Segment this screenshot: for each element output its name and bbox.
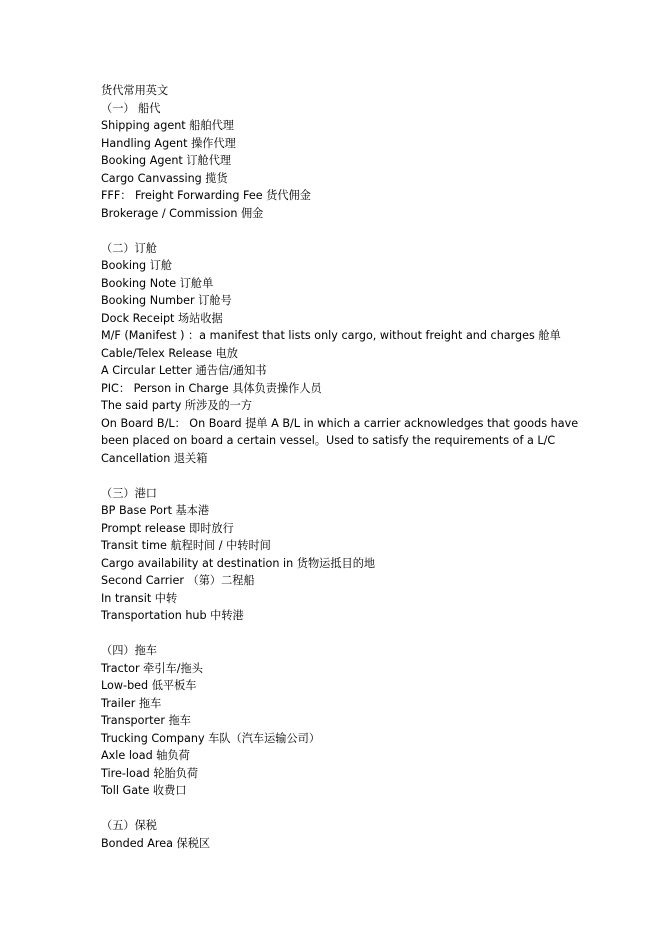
term-entry: Trucking Company 车队（汽车运输公司） bbox=[101, 731, 321, 745]
term-entry: BP Base Port 基本港 bbox=[101, 504, 210, 517]
document-page bbox=[101, 82, 601, 852]
term-entry: Cancellation 退关箱 bbox=[101, 451, 208, 465]
term-entry: Prompt release 即时放行 bbox=[101, 521, 234, 535]
term-entry: In transit 中转 bbox=[101, 591, 178, 605]
term-entry: Tractor 牵引车/拖头 bbox=[101, 661, 203, 675]
term-entry: Booking Agent 订舱代理 bbox=[101, 154, 232, 167]
term-entry: A Circular Letter 通告信/通知书 bbox=[101, 364, 267, 377]
section-heading-bonded: （五）保税 bbox=[101, 819, 157, 832]
term-entry: FFF： Freight Forwarding Fee 货代佣金 bbox=[101, 189, 311, 202]
term-entry: Brokerage / Commission 佣金 bbox=[101, 206, 264, 220]
term-entry: Booking 订舱 bbox=[101, 259, 173, 272]
term-entry: Transporter 拖车 bbox=[101, 714, 191, 727]
term-entry: Low-bed 低平板车 bbox=[101, 679, 197, 692]
term-entry: Transit time 航程时间 / 中转时间 bbox=[101, 539, 271, 552]
term-entry: Handling Agent 操作代理 bbox=[101, 136, 236, 150]
term-entry: Cargo availability at destination in 货物运抵目的地 bbox=[101, 556, 376, 570]
term-entry: Toll Gate 收费口 bbox=[101, 784, 187, 797]
term-entry: Axle load 轴负荷 bbox=[101, 749, 190, 762]
term-entry: Tire-load 轮胎负荷 bbox=[101, 766, 199, 780]
term-entry: Dock Receipt 场站收据 bbox=[101, 311, 223, 325]
term-entry: Transportation hub 中转港 bbox=[101, 609, 244, 622]
term-entry: Booking Number 订舱号 bbox=[101, 294, 232, 307]
term-entry: M/F (Manifest ) ：a manifest that lists only cargo, without freight and charges 舱单 bbox=[101, 329, 561, 342]
term-entry: Trailer 拖车 bbox=[101, 696, 162, 710]
section-heading-shipping-agency: （一） 船代 bbox=[101, 101, 161, 115]
term-entry: On Board B/L： On Board 提单 A B/L in which a carrier acknowledges that goods have been placed on board a certain vessel。Used to satisfy the requirements of a L/C bbox=[101, 416, 579, 447]
section-heading-trucking: （四）拖车 bbox=[101, 644, 157, 657]
term-entry: PIC： Person in Charge 具体负责操作人员 bbox=[101, 381, 322, 395]
term-entry: Second Carrier （第）二程船 bbox=[101, 574, 255, 587]
section-heading-booking: （二）订舱 bbox=[101, 241, 157, 255]
document-title: 货代常用英文 bbox=[101, 84, 169, 97]
section-spacer bbox=[101, 222, 601, 240]
section-heading-port: （三）港口 bbox=[101, 486, 157, 500]
section-spacer bbox=[101, 625, 601, 643]
term-entry: Shipping agent 船舶代理 bbox=[101, 119, 234, 132]
term-entry: The said party 所涉及的一方 bbox=[101, 399, 253, 412]
term-entry: Cargo Canvassing 揽货 bbox=[101, 171, 228, 185]
term-entry: Bonded Area 保税区 bbox=[101, 836, 211, 850]
section-spacer bbox=[101, 800, 601, 818]
term-entry: Cable/Telex Release 电放 bbox=[101, 346, 238, 360]
section-spacer bbox=[101, 467, 601, 485]
term-entry: Booking Note 订舱单 bbox=[101, 276, 214, 290]
